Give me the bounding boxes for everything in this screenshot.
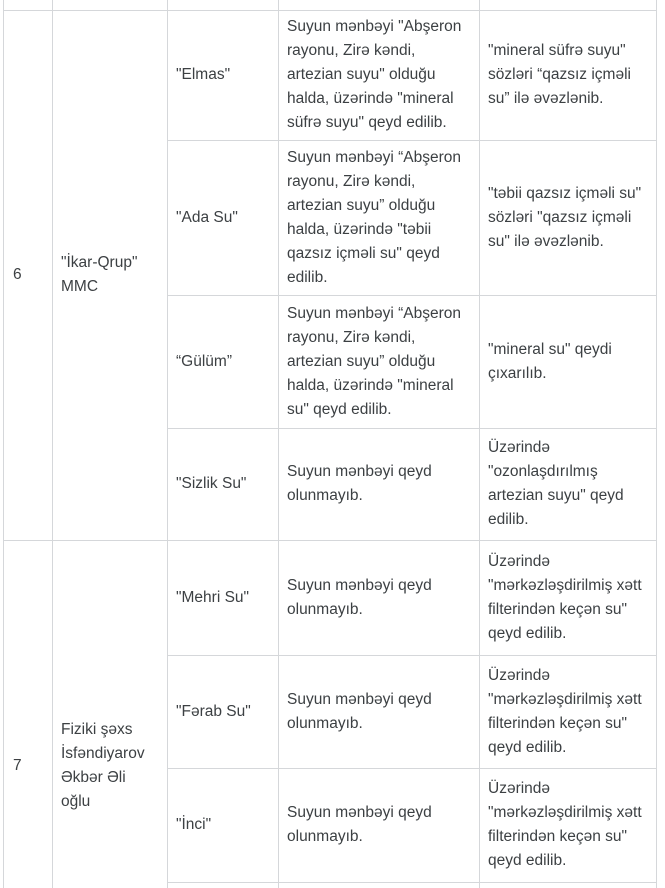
note-cell: "mineral su" qeydi çıxarılıb.	[480, 295, 657, 428]
issue-cell: Suyun mənbəyi "Abşeron rayonu, Zirə kəndi, artezian suyu" olduğu halda, üzərində "mineral süfrə suyu" qeyd edilib.	[279, 10, 480, 140]
empty-cell	[168, 882, 279, 888]
water-labeling-table	[3, 0, 657, 888]
empty-cell	[480, 0, 657, 10]
note-cell: Üzərində "mərkəzləşdirilmiş xətt filterindən keçən su" qeyd edilib.	[480, 768, 657, 882]
brand-cell: "Ada Su"	[168, 140, 279, 295]
brand-cell: “Gülüm”	[168, 295, 279, 428]
issue-cell: Suyun mənbəyi qeyd olunmayıb.	[279, 768, 480, 882]
company-cell: Fiziki şəxs İsfəndiyarov Əkbər Əli oğlu	[53, 540, 168, 888]
issue-cell: Suyun mənbəyi “Abşeron rayonu, Zirə kəndi, artezian suyu” olduğu halda, üzərində "mineral su" qeyd edilib.	[279, 295, 480, 428]
brand-cell: "İnci"	[168, 768, 279, 882]
empty-cell	[53, 0, 168, 10]
empty-cell	[480, 882, 657, 888]
empty-cell	[4, 0, 53, 10]
issue-cell: Suyun mənbəyi qeyd olunmayıb.	[279, 540, 480, 655]
issue-cell: Suyun mənbəyi qeyd olunmayıb.	[279, 428, 480, 540]
note-cell: "təbii qazsız içməli su" sözləri "qazsız içməli su" ilə əvəzlənib.	[480, 140, 657, 295]
row-number-cell: 7	[4, 540, 53, 888]
table-row-mehri-su	[4, 540, 657, 655]
company-cell: "İkar-Qrup" MMC	[53, 10, 168, 540]
brand-cell: "Fərab Su"	[168, 655, 279, 768]
issue-cell: Suyun mənbəyi qeyd olunmayıb.	[279, 655, 480, 768]
note-cell: Üzərində "mərkəzləşdirilmiş xətt filterindən keçən su" qeyd edilib.	[480, 655, 657, 768]
table-row-partial-top	[4, 0, 657, 10]
brand-cell: "Elmas"	[168, 10, 279, 140]
brand-cell: "Mehri Su"	[168, 540, 279, 655]
issue-cell: Suyun mənbəyi “Abşeron rayonu, Zirə kəndi, artezian suyu” olduğu halda, üzərində "təbii qazsız içməli su" qeyd edilib.	[279, 140, 480, 295]
note-cell: "mineral süfrə suyu" sözləri “qazsız içməli su” ilə əvəzlənib.	[480, 10, 657, 140]
empty-cell	[168, 0, 279, 10]
row-number-cell: 6	[4, 10, 53, 540]
note-cell: Üzərində "mərkəzləşdirilmiş xətt filterindən keçən su" qeyd edilib.	[480, 540, 657, 655]
note-cell: Üzərində "ozonlaşdırılmış artezian suyu" qeyd edilib.	[480, 428, 657, 540]
empty-cell	[279, 0, 480, 10]
table-row-elmas	[4, 10, 657, 140]
empty-cell	[279, 882, 480, 888]
brand-cell: "Sizlik Su"	[168, 428, 279, 540]
